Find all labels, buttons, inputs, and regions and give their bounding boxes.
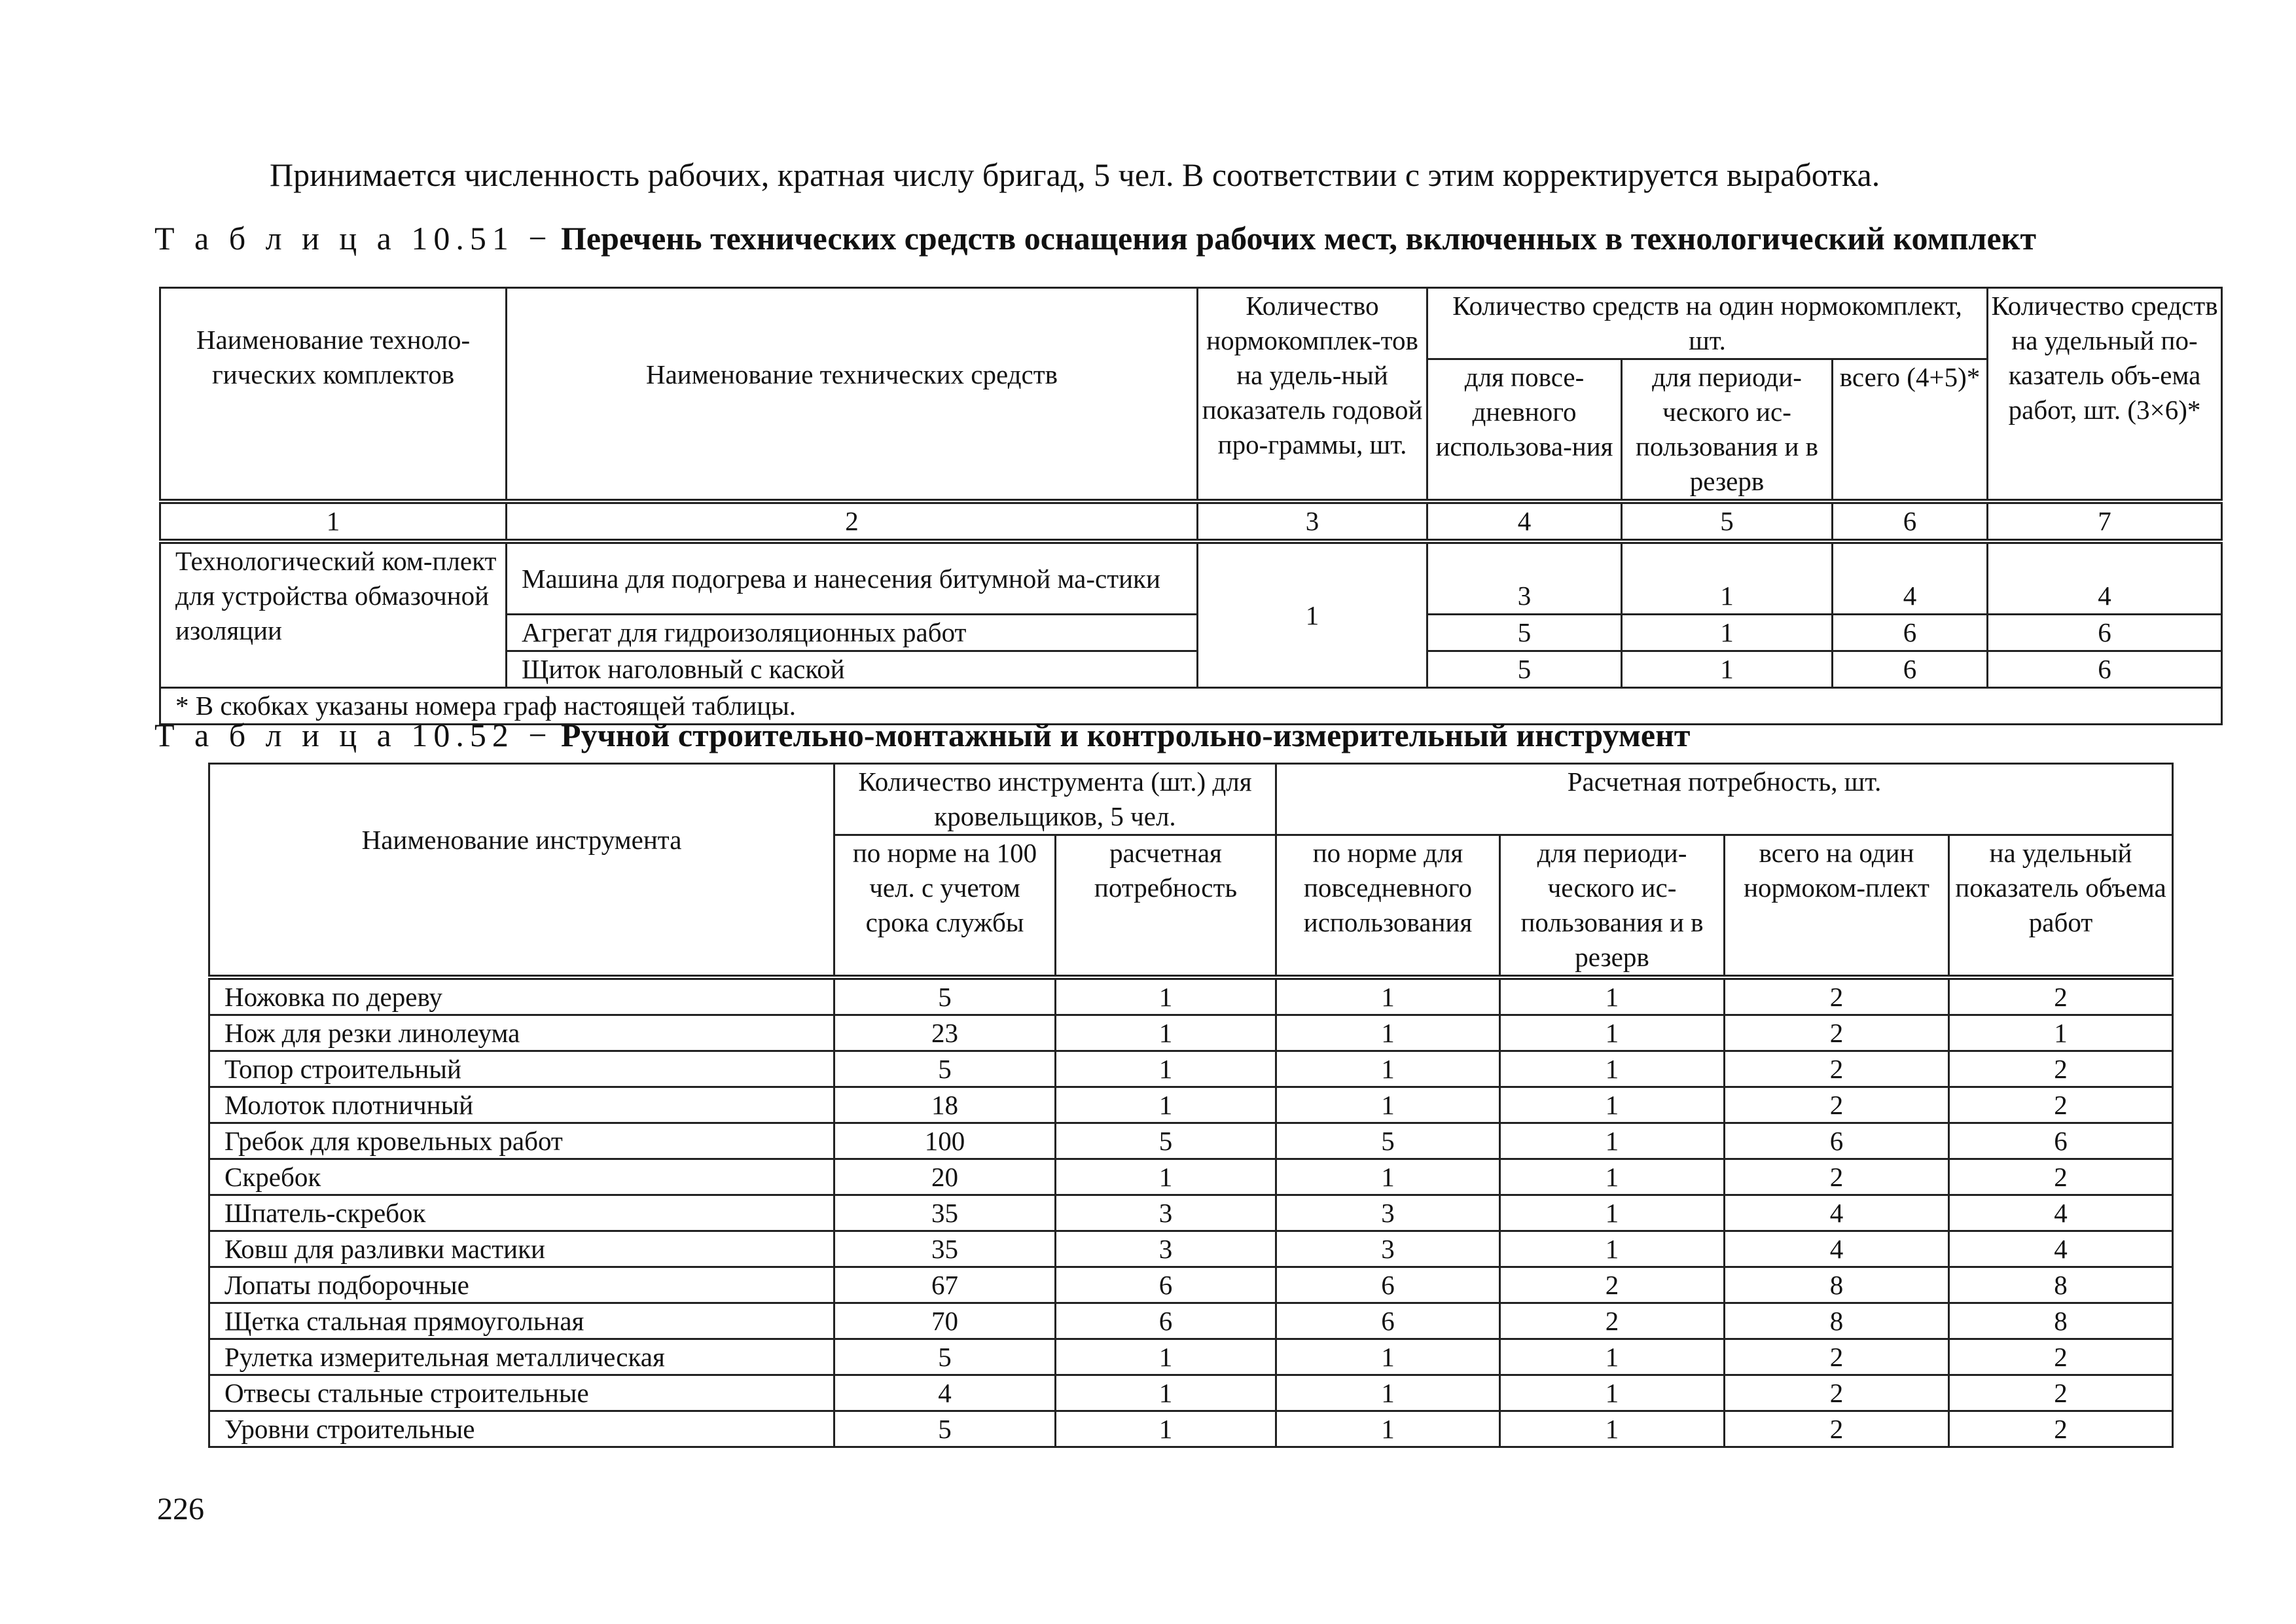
cell-daily: 6 bbox=[1276, 1267, 1500, 1303]
col-number: 2 bbox=[507, 501, 1198, 541]
cell-per-volume: 2 bbox=[1949, 977, 2173, 1015]
cell-daily: 1 bbox=[1276, 1159, 1500, 1195]
cell-volume: 6 bbox=[1988, 615, 2222, 651]
cell-per-volume: 2 bbox=[1949, 1375, 2173, 1411]
tool-row bbox=[209, 1123, 2173, 1159]
cell-periodic: 1 bbox=[1622, 651, 1833, 688]
cell-per-volume: 2 bbox=[1949, 1339, 2173, 1375]
cell-per100: 5 bbox=[834, 1339, 1056, 1375]
header-sets: Количество нормокомплек-тов на удель-ный показатель годовой про-граммы, шт. bbox=[1198, 288, 1427, 502]
cell-calc: 1 bbox=[1056, 977, 1276, 1015]
tool-row bbox=[209, 977, 2173, 1015]
cell-daily: 1 bbox=[1276, 1015, 1500, 1051]
cell-per-volume: 2 bbox=[1949, 1087, 2173, 1123]
cell-per-set: 2 bbox=[1725, 977, 1949, 1015]
cell-volume: 4 bbox=[1988, 541, 2222, 615]
cell-calc: 3 bbox=[1056, 1195, 1276, 1231]
cell-calc: 6 bbox=[1056, 1267, 1276, 1303]
cell-daily: 5 bbox=[1427, 651, 1622, 688]
cell-per-set: 4 bbox=[1725, 1231, 1949, 1267]
cell-daily: 1 bbox=[1276, 1375, 1500, 1411]
col-number: 4 bbox=[1427, 501, 1622, 541]
tool-row bbox=[209, 1339, 2173, 1375]
cell-calc: 3 bbox=[1056, 1231, 1276, 1267]
cell-periodic: 1 bbox=[1500, 1123, 1725, 1159]
header-per-volume: на удельный показатель объема работ bbox=[1949, 835, 2173, 978]
cell-per100: 18 bbox=[834, 1087, 1056, 1123]
cell-daily: 1 bbox=[1276, 1339, 1500, 1375]
tool-row bbox=[209, 1411, 2173, 1447]
cell-periodic: 2 bbox=[1500, 1303, 1725, 1339]
col-number: 1 bbox=[160, 501, 507, 541]
cell-daily: 5 bbox=[1276, 1123, 1500, 1159]
equipment-table bbox=[159, 287, 2223, 725]
header-volume: Количество средств на удельный по-казатель объ-ема работ, шт. (3×6)* bbox=[1988, 288, 2222, 502]
table2-caption bbox=[154, 716, 1690, 754]
cell-per-set: 2 bbox=[1725, 1087, 1949, 1123]
cell-calc: 1 bbox=[1056, 1087, 1276, 1123]
cell-daily: 5 bbox=[1427, 615, 1622, 651]
tool-row bbox=[209, 1195, 2173, 1231]
means-name: Агрегат для гидроизоляционных работ bbox=[507, 615, 1198, 651]
sets-value: 1 bbox=[1198, 541, 1427, 688]
cell-per-set: 2 bbox=[1725, 1015, 1949, 1051]
table-footnote: * В скобках указаны номера граф настоящей таблицы. bbox=[160, 688, 2222, 725]
cell-per100: 23 bbox=[834, 1015, 1056, 1051]
cell-periodic: 1 bbox=[1500, 1195, 1725, 1231]
cell-per-set: 4 bbox=[1725, 1195, 1949, 1231]
cell-per-set: 2 bbox=[1725, 1339, 1949, 1375]
tool-name: Ковш для разливки мастики bbox=[209, 1231, 834, 1267]
col-number: 3 bbox=[1198, 501, 1427, 541]
cell-periodic: 1 bbox=[1500, 1087, 1725, 1123]
header-total: всего (4+5)* bbox=[1833, 359, 1988, 502]
cell-per100: 4 bbox=[834, 1375, 1056, 1411]
tool-name: Ножовка по дереву bbox=[209, 977, 834, 1015]
cell-volume: 6 bbox=[1988, 651, 2222, 688]
cell-per-set: 2 bbox=[1725, 1051, 1949, 1087]
tool-row bbox=[209, 1267, 2173, 1303]
cell-per-set: 2 bbox=[1725, 1375, 1949, 1411]
header-means: Наименование технических средств bbox=[507, 288, 1198, 502]
table2-caption-prefix: Т а б л и ц а 10.52 − bbox=[154, 717, 553, 753]
cell-per-set: 6 bbox=[1725, 1123, 1949, 1159]
cell-per-set: 2 bbox=[1725, 1411, 1949, 1447]
header-per-set: Количество средств на один нормокомплект, шт. bbox=[1427, 288, 1988, 359]
cell-per-volume: 8 bbox=[1949, 1267, 2173, 1303]
cell-periodic: 1 bbox=[1500, 1411, 1725, 1447]
cell-per-volume: 2 bbox=[1949, 1411, 2173, 1447]
header-daily: по норме для повседневного использования bbox=[1276, 835, 1500, 978]
cell-periodic: 2 bbox=[1500, 1267, 1725, 1303]
header-calc: расчетная потребность bbox=[1056, 835, 1276, 978]
complex-name: Технологический ком-плект для устройства обмазочной изоляции bbox=[160, 541, 507, 688]
col-number: 7 bbox=[1988, 501, 2222, 541]
cell-per100: 5 bbox=[834, 977, 1056, 1015]
cell-per100: 100 bbox=[834, 1123, 1056, 1159]
cell-per-volume: 6 bbox=[1949, 1123, 2173, 1159]
tool-row bbox=[209, 1231, 2173, 1267]
tool-row bbox=[209, 1159, 2173, 1195]
cell-periodic: 1 bbox=[1622, 541, 1833, 615]
cell-per100: 67 bbox=[834, 1267, 1056, 1303]
intro-paragraph: Принимается численность рабочих, кратная числу бригад, 5 чел. В соответствии с этим корректируется выработка. bbox=[270, 156, 1880, 193]
header-tool: Наименование инструмента bbox=[209, 764, 834, 978]
table2-caption-title: Ручной строительно-монтажный и контрольно-измерительный инструмент bbox=[561, 717, 1691, 753]
header-complex: Наименование техноло-гических комплектов bbox=[160, 288, 507, 502]
cell-calc: 1 bbox=[1056, 1159, 1276, 1195]
cell-periodic: 1 bbox=[1500, 977, 1725, 1015]
tool-name: Лопаты подборочные bbox=[209, 1267, 834, 1303]
cell-calc: 6 bbox=[1056, 1303, 1276, 1339]
tool-name: Рулетка измерительная металлическая bbox=[209, 1339, 834, 1375]
cell-per-set: 8 bbox=[1725, 1303, 1949, 1339]
header-daily: для повсе-дневного использова-ния bbox=[1427, 359, 1622, 502]
tool-row bbox=[209, 1087, 2173, 1123]
cell-per-volume: 8 bbox=[1949, 1303, 2173, 1339]
cell-daily: 1 bbox=[1276, 1411, 1500, 1447]
tool-row bbox=[209, 1015, 2173, 1051]
table1-caption-prefix: Т а б л и ц а 10.51 − bbox=[154, 220, 553, 257]
cell-total: 6 bbox=[1833, 615, 1988, 651]
header-need-group: Расчетная потребность, шт. bbox=[1276, 764, 2173, 835]
tool-name: Щетка стальная прямоугольная bbox=[209, 1303, 834, 1339]
cell-daily: 1 bbox=[1276, 977, 1500, 1015]
tool-name: Уровни строительные bbox=[209, 1411, 834, 1447]
cell-per-volume: 2 bbox=[1949, 1051, 2173, 1087]
cell-daily: 3 bbox=[1427, 541, 1622, 615]
cell-daily: 3 bbox=[1276, 1231, 1500, 1267]
cell-total: 4 bbox=[1833, 541, 1988, 615]
col-number: 5 bbox=[1622, 501, 1833, 541]
cell-periodic: 1 bbox=[1500, 1231, 1725, 1267]
cell-per-volume: 1 bbox=[1949, 1015, 2173, 1051]
table1-caption-title: Перечень технических средств оснащения рабочих мест, включенных в технологический комплект bbox=[561, 220, 2037, 257]
header-per100: по норме на 100 чел. с учетом срока службы bbox=[834, 835, 1056, 978]
tool-row bbox=[209, 1051, 2173, 1087]
cell-periodic: 1 bbox=[1622, 615, 1833, 651]
cell-calc: 1 bbox=[1056, 1375, 1276, 1411]
cell-daily: 3 bbox=[1276, 1195, 1500, 1231]
cell-daily: 1 bbox=[1276, 1051, 1500, 1087]
cell-per100: 35 bbox=[834, 1195, 1056, 1231]
cell-calc: 1 bbox=[1056, 1411, 1276, 1447]
cell-per100: 20 bbox=[834, 1159, 1056, 1195]
header-qty-group: Количество инструмента (шт.) для кровельщиков, 5 чел. bbox=[834, 764, 1276, 835]
cell-periodic: 1 bbox=[1500, 1015, 1725, 1051]
tool-name: Гребок для кровельных работ bbox=[209, 1123, 834, 1159]
cell-per100: 5 bbox=[834, 1411, 1056, 1447]
cell-per-set: 8 bbox=[1725, 1267, 1949, 1303]
cell-per-volume: 4 bbox=[1949, 1195, 2173, 1231]
cell-per100: 35 bbox=[834, 1231, 1056, 1267]
cell-per100: 70 bbox=[834, 1303, 1056, 1339]
cell-per-set: 2 bbox=[1725, 1159, 1949, 1195]
cell-periodic: 1 bbox=[1500, 1159, 1725, 1195]
cell-periodic: 1 bbox=[1500, 1339, 1725, 1375]
tool-row bbox=[209, 1303, 2173, 1339]
cell-per-volume: 4 bbox=[1949, 1231, 2173, 1267]
cell-per100: 5 bbox=[834, 1051, 1056, 1087]
tool-name: Молоток плотничный bbox=[209, 1087, 834, 1123]
means-name: Щиток наголовный с каской bbox=[507, 651, 1198, 688]
cell-daily: 6 bbox=[1276, 1303, 1500, 1339]
tool-name: Нож для резки линолеума bbox=[209, 1015, 834, 1051]
means-name: Машина для подогрева и нанесения битумной ма-стики bbox=[507, 541, 1198, 615]
header-per-set: всего на один нормоком-плект bbox=[1725, 835, 1949, 978]
tool-name: Топор строительный bbox=[209, 1051, 834, 1087]
cell-total: 6 bbox=[1833, 651, 1988, 688]
cell-calc: 1 bbox=[1056, 1015, 1276, 1051]
cell-periodic: 1 bbox=[1500, 1051, 1725, 1087]
header-periodic: для периоди-ческого ис-пользования и в резерв bbox=[1500, 835, 1725, 978]
tool-name: Скребок bbox=[209, 1159, 834, 1195]
cell-calc: 1 bbox=[1056, 1339, 1276, 1375]
cell-calc: 5 bbox=[1056, 1123, 1276, 1159]
cell-calc: 1 bbox=[1056, 1051, 1276, 1087]
header-periodic: для периоди-ческого ис-пользования и в резерв bbox=[1622, 359, 1833, 502]
page-number: 226 bbox=[157, 1492, 204, 1526]
tool-row bbox=[209, 1375, 2173, 1411]
table1-caption bbox=[154, 219, 2036, 257]
tools-table bbox=[208, 763, 2174, 1448]
cell-per-volume: 2 bbox=[1949, 1159, 2173, 1195]
cell-daily: 1 bbox=[1276, 1087, 1500, 1123]
tool-name: Шпатель-скребок bbox=[209, 1195, 834, 1231]
col-number: 6 bbox=[1833, 501, 1988, 541]
cell-periodic: 1 bbox=[1500, 1375, 1725, 1411]
tool-name: Отвесы стальные строительные bbox=[209, 1375, 834, 1411]
